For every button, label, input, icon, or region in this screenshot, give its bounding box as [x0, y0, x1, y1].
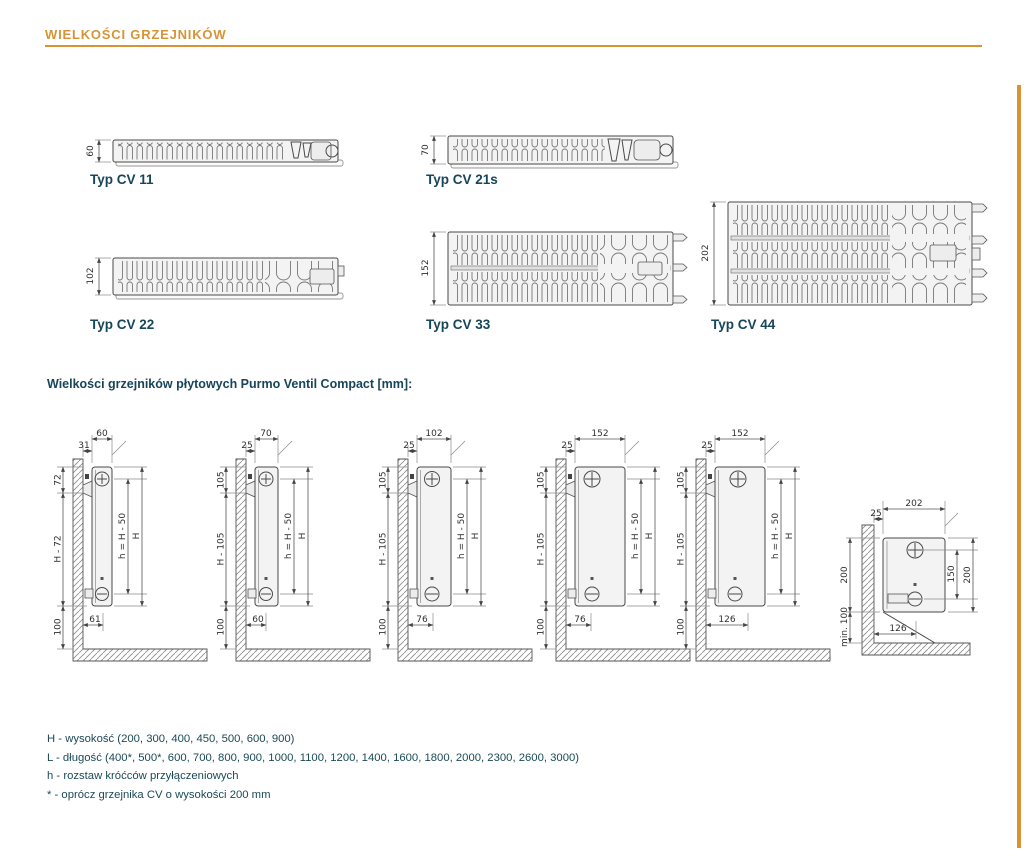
- convector-fins: [733, 205, 890, 235]
- dim-height: H: [298, 532, 308, 540]
- dim-depth: 202: [905, 499, 923, 509]
- page-edge-accent-bar: [1017, 85, 1021, 848]
- dim-wall-gap: 31: [78, 441, 90, 451]
- convector-fins-wide: [892, 205, 966, 234]
- side-diagram-cv21s: [218, 425, 383, 675]
- dim-conn-offset: 76: [416, 615, 428, 625]
- dim-height: H: [645, 532, 655, 540]
- section-heading: Wielkości grzejników płytowych Purmo Ventil Compact [mm]:: [47, 377, 413, 391]
- convector-fins: [118, 143, 286, 160]
- dim-cv11-depth: 60: [86, 145, 96, 157]
- convector-fins: [453, 272, 598, 302]
- dim-floor-clear: 100: [536, 618, 547, 636]
- dim-top-offset: 72: [53, 474, 64, 486]
- type-label-cv44: Typ CV 44: [711, 317, 776, 332]
- dim-cv44-depth: 202: [701, 244, 711, 262]
- dim-wall-gap: 25: [870, 509, 882, 519]
- dim-cv22-depth: 102: [86, 267, 96, 285]
- dim-cv33-depth: 152: [421, 259, 431, 277]
- legend-line-note: * - oprócz grzejnika CV o wysokości 200 mm: [47, 788, 271, 801]
- dim-height-right: 200: [963, 566, 973, 584]
- legend-line-length: L - długość (400*, 500*, 600, 700, 800, 900, 1000, 1100, 1200, 1400, 1600, 1800, 2000, 2300, 2600, 3000): [47, 751, 580, 764]
- dim-depth: 102: [425, 429, 443, 439]
- convector-fins-wide: [892, 275, 966, 303]
- dim-port-span: h = H - 50: [284, 512, 294, 560]
- dim-top-offset: 105: [676, 471, 687, 489]
- type-label-cv33: Typ CV 33: [426, 317, 491, 332]
- dim-mid-span: H - 105: [536, 532, 547, 566]
- dim-floor-clear: min. 100: [840, 607, 850, 647]
- dim-top-offset: 105: [378, 471, 389, 489]
- dim-mid-span: H - 105: [676, 532, 687, 566]
- convector-fins: [733, 242, 890, 268]
- type-label-cv11: Typ CV 11: [90, 172, 154, 187]
- dim-top-offset: 105: [216, 471, 227, 489]
- dim-floor-clear: 100: [676, 618, 687, 636]
- dim-conn-offset: 60: [252, 615, 264, 625]
- dim-height-left: 200: [840, 566, 850, 584]
- side-diagram-cv22: [380, 425, 545, 675]
- legend-line-height: H - wysokość (200, 300, 400, 450, 500, 600, 900): [47, 733, 295, 745]
- convector-fins-wide: [600, 235, 668, 264]
- convector-fins: [453, 139, 605, 161]
- corner-detail-diagram: [838, 493, 1020, 668]
- dim-conn-offset: 126: [889, 624, 907, 634]
- dim-height: H: [785, 532, 795, 540]
- convector-fins: [118, 261, 265, 292]
- dim-wall-gap: 25: [403, 441, 415, 451]
- dim-port-span: h = H - 50: [631, 512, 641, 560]
- convector-fins: [733, 275, 890, 303]
- dim-height: H: [471, 532, 481, 540]
- legend: [47, 730, 579, 804]
- dim-port-span: 150: [947, 565, 957, 583]
- dim-floor-clear: 100: [53, 618, 64, 636]
- dim-cv21s-depth: 70: [421, 144, 431, 156]
- dim-conn-offset: 76: [574, 615, 586, 625]
- dim-conn-offset: 126: [718, 615, 736, 625]
- dim-wall-gap: 25: [561, 441, 573, 451]
- dim-wall-gap: 25: [701, 441, 713, 451]
- convector-fins: [453, 235, 598, 265]
- side-diagram-cv11: [55, 425, 220, 675]
- type-label-cv22: Typ CV 22: [90, 317, 155, 332]
- dim-floor-clear: 100: [378, 618, 389, 636]
- radiator-side: [417, 467, 451, 606]
- convector-fins-wide: [600, 273, 668, 302]
- dim-mid-span: H - 105: [216, 532, 227, 566]
- dim-wall-gap: 25: [241, 441, 253, 451]
- dim-depth: 152: [731, 429, 749, 439]
- dim-port-span: h = H - 50: [118, 512, 128, 560]
- radiator-topview-cv11: [85, 128, 355, 174]
- type-label-cv21s: Typ CV 21s: [426, 172, 498, 187]
- radiator-topview-cv44: [700, 192, 990, 318]
- radiator-topview-cv21s: [420, 126, 690, 176]
- radiator-side: [92, 467, 112, 606]
- dim-port-span: h = H - 50: [457, 512, 467, 560]
- radiator-topview-cv22: [85, 250, 355, 306]
- dim-top-offset: 105: [536, 471, 547, 489]
- page-title: WIELKOŚCI GRZEJNIKÓW: [45, 27, 227, 42]
- radiator-side: [715, 467, 765, 606]
- dim-height: H: [132, 532, 142, 540]
- title-rule: [45, 45, 982, 47]
- dim-depth: 70: [260, 429, 272, 439]
- legend-line-ports: h - rozstaw króćców przyłączeniowych: [47, 770, 239, 782]
- radiator-topview-cv33: [420, 222, 690, 314]
- dim-mid-span: H - 72: [53, 535, 64, 563]
- dim-port-span: h = H - 50: [771, 512, 781, 560]
- dim-floor-clear: 100: [216, 618, 227, 636]
- side-diagram-cv44: [678, 425, 843, 675]
- dim-depth: 60: [96, 429, 108, 439]
- radiator-side: [575, 467, 625, 606]
- dim-conn-offset: 61: [89, 615, 101, 625]
- dim-mid-span: H - 105: [378, 532, 389, 566]
- dim-depth: 152: [591, 429, 609, 439]
